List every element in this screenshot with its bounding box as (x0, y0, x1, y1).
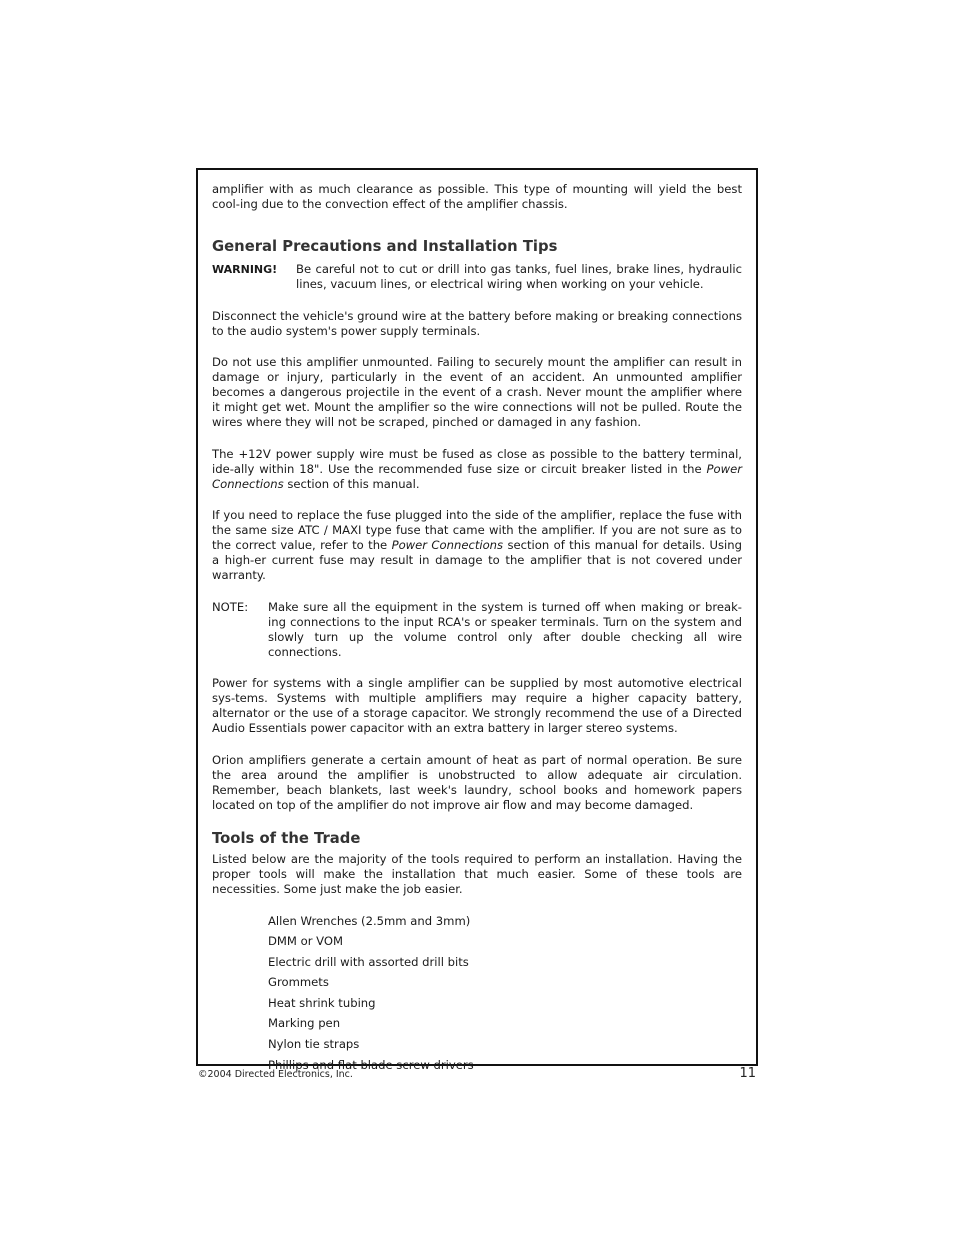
replace-text-end: section of this manual for details. Using a high-er current fuse may result in damage to the amplifier that is not covered under warranty. (212, 538, 742, 582)
page-content (212, 182, 742, 1078)
list-item: Phillips and flat blade screw drivers (268, 1057, 474, 1072)
page-number: 11 (739, 1066, 756, 1081)
list-item: DMM or VOM (268, 934, 344, 949)
mounting-paragraph: Do not use this amplifier unmounted. Failing to securely mount the amplifier can result in damage or injury, particularly in the event of an accident. An unmounted amplifier becomes a dangerous projectile in the event of a crash. Never mount the amplifier where it might get wet. Mount the amplifier so the wire connections will not be pulled. Route the wires where they will not be scraped, pinched or damaged in any fashion. (212, 355, 742, 429)
section-heading-tools: Tools of the Trade (212, 830, 361, 847)
note-label: NOTE: (212, 599, 249, 614)
power-paragraph: Power for systems with a single amplifier can be supplied by most automotive electrical sys-tems. Systems with multiple amplifiers may require a higher capacity battery, alternator or the use of a storage capacitor. We strongly recommend the use of a Directed Audio Essentials power capacitor with an extra battery in larger stereo systems. (212, 676, 742, 735)
fuse-reference: Power Connections (212, 461, 742, 491)
fuse-paragraph (212, 447, 742, 492)
tools-list (212, 914, 742, 1073)
heat-paragraph: Orion amplifiers generate a certain amount of heat as part of normal operation. Be sure the area around the amplifier is unobstructed to allow adequate air circulation. Remember, beach blankets, last week's laundry, school books and homework papers located on top of the amplifier do not improve air flow and may become damaged. (212, 752, 742, 812)
replace-text-start: If you need to replace the fuse plugged into the side of the amplifier, replace the fuse with the same size ATC / MAXI type fuse that came with the amplifier. If you are not sure as to the correct value, refer to the (212, 508, 742, 552)
copyright-text: ©2004 Directed Electronics, Inc. (198, 1069, 353, 1080)
list-item: Allen Wrenches (2.5mm and 3mm) (268, 913, 471, 928)
fuse-text-end: section of this manual. (283, 476, 420, 491)
tools-intro-paragraph: Listed below are the majority of the tools required to perform an installation. Having the proper tools will make the installation that much easier. Some of these tools are necessities. Some just make the job easier. (212, 852, 742, 896)
list-item: Electric drill with assorted drill bits (268, 954, 469, 969)
warning-text: Be careful not to cut or drill into gas tanks, fuel lines, brake lines, hydraulic lines, vacuum lines, or electrical wiring when working on your vehicle. (296, 262, 742, 291)
list-item: Nylon tie straps (268, 1037, 360, 1052)
note-text: Make sure all the equipment in the system is turned off when making or break-ing connections to the input RCA's or speaker terminals. Turn on the system and slowly turn up the volume control only after double checking all wire connections. (268, 599, 742, 659)
list-item: Marking pen (268, 1016, 341, 1031)
replace-fuse-paragraph (212, 508, 742, 583)
replace-reference: Power Connections (391, 538, 504, 552)
note-block (212, 600, 742, 660)
warning-block (212, 262, 742, 292)
intro-paragraph: amplifier with as much clearance as possible. This type of mounting will yield the best cool-ing due to the convection effect of the amplifier chassis. (212, 182, 742, 211)
fuse-text-start: The +12V power supply wire must be fused as close as possible to the battery terminal, ide-ally within 18". Use the recommended fuse size or circuit breaker listed in the (212, 446, 742, 476)
list-item: Grommets (268, 975, 329, 990)
ground-wire-paragraph: Disconnect the vehicle's ground wire at the battery before making or breaking connections to the audio system's power supply terminals. (212, 308, 742, 338)
list-item: Heat shrink tubing (268, 995, 376, 1010)
page-frame (196, 168, 758, 1072)
warning-label: WARNING! (212, 263, 278, 276)
section-heading-precautions: General Precautions and Installation Tips (212, 238, 558, 255)
